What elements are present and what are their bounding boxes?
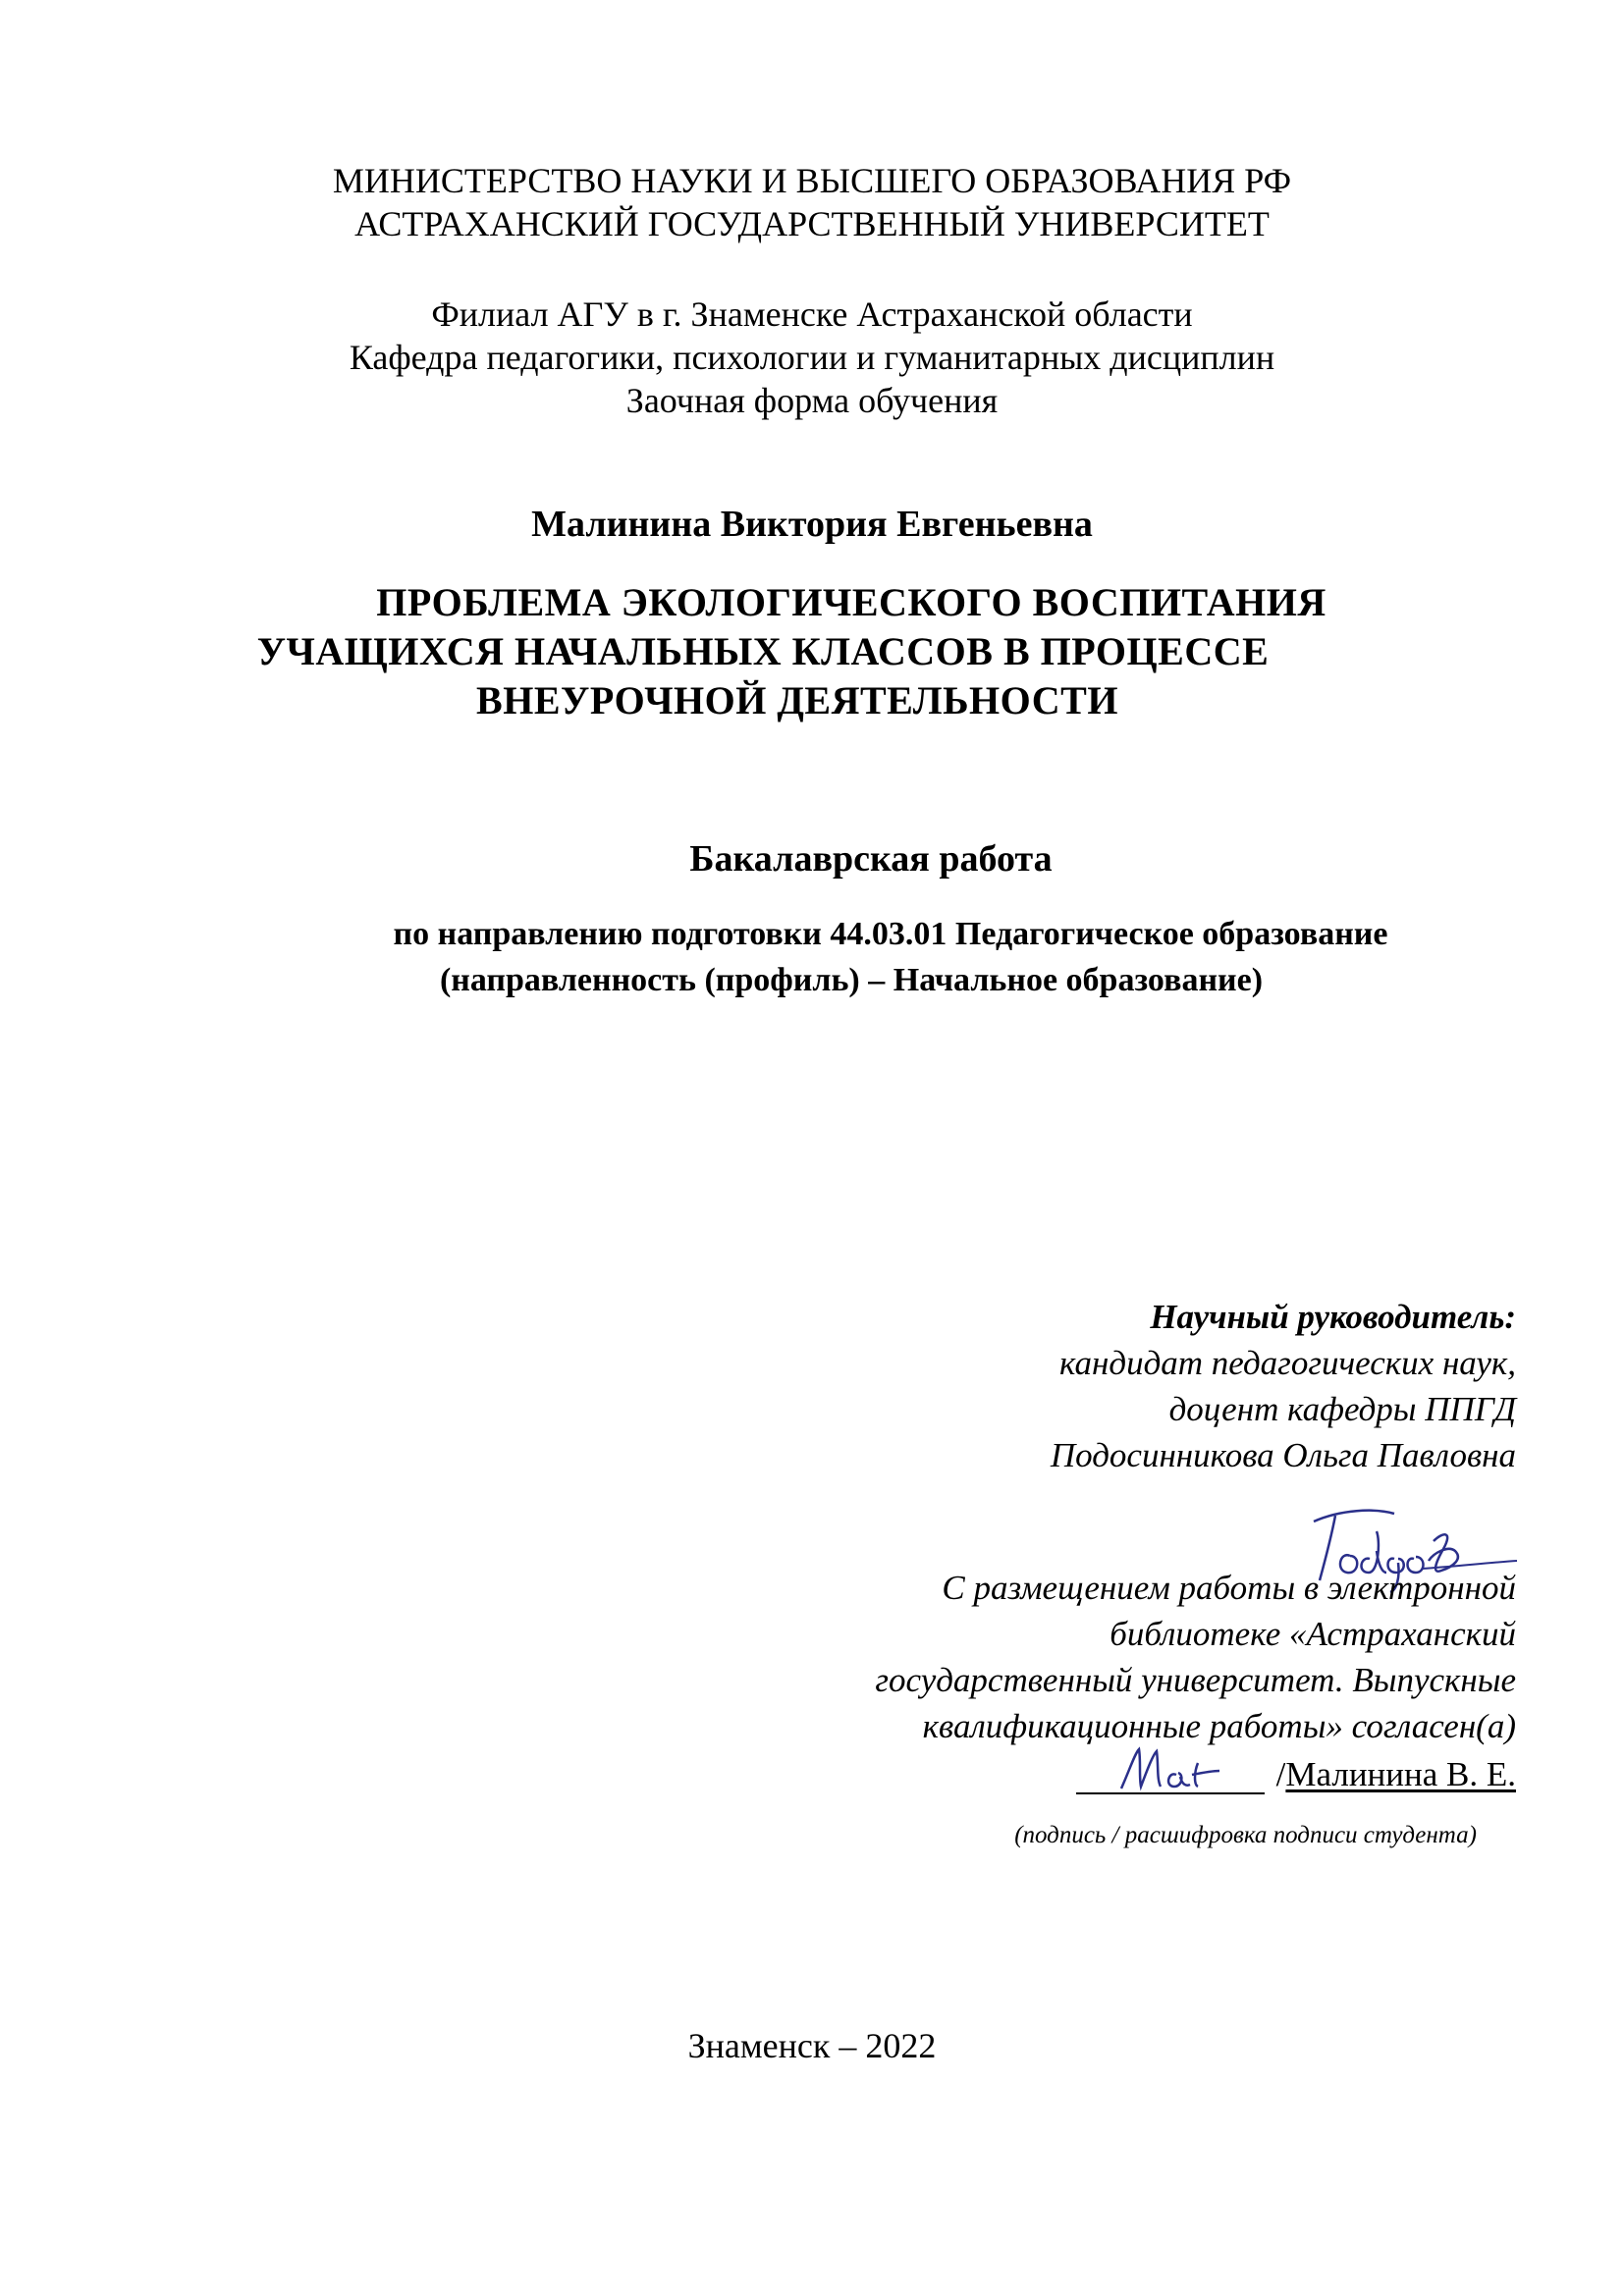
branch-line: Филиал АГУ в г. Знаменске Астраханской области [431,294,1193,334]
supervisor-degree: кандидат педагогических наук, [1059,1344,1516,1382]
supervisor-name: Подосинникова Ольга Павловна [1050,1436,1516,1474]
work-type: Бакалаврская работа [689,838,1053,880]
slash-separator: / [1275,1755,1286,1793]
student-signature [1115,1741,1223,1795]
consent-line-1: С размещением работы в электронной [942,1569,1516,1607]
consent-line-3: государственный университет. Выпускные [875,1661,1516,1699]
signature-caption: (подпись / расшифровка подписи студента) [1014,1822,1477,1848]
title-line-3: ВНЕУРОЧНОЙ ДЕЯТЕЛЬНОСТИ [476,678,1118,722]
direction-line-2: (направленность (профиль) – Начальное образование) [439,962,1264,998]
ministry-line: МИНИСТЕРСТВО НАУКИ И ВЫСШЕГО ОБРАЗОВАНИЯ РФ [332,161,1292,200]
author-name: Малинина Виктория Евгеньевна [531,504,1093,545]
title-line-2: УЧАЩИХСЯ НАЧАЛЬНЫХ КЛАССОВ В ПРОЦЕССЕ [256,629,1270,673]
university-line: АСТРАХАНСКИЙ ГОСУДАРСТВЕННЫЙ УНИВЕРСИТЕТ [354,204,1270,243]
supervisor-label: Научный руководитель: [1150,1298,1516,1336]
footer-city-year: Знаменск – 2022 [687,2026,937,2065]
department-line: Кафедра педагогики, психологии и гуманитарных дисциплин [349,338,1275,377]
direction-line-1: по направлению подготовки 44.03.01 Педагогическое образование [393,916,1388,952]
title-line-1: ПРОБЛЕМА ЭКОЛОГИЧЕСКОГО ВОСПИТАНИЯ [376,580,1326,624]
study-form-line: Заочная форма обучения [625,381,999,420]
consent-line-4: квалификационные работы» согласен(а) [922,1707,1516,1745]
consent-line-2: библиотеке «Астраханский [1110,1615,1516,1653]
student-signature-blank [1076,1753,1265,1794]
student-signature-row [1076,1753,1516,1794]
supervisor-position: доцент кафедры ППГД [1168,1390,1516,1428]
student-name-decoded: Малинина В. Е. [1285,1755,1516,1793]
